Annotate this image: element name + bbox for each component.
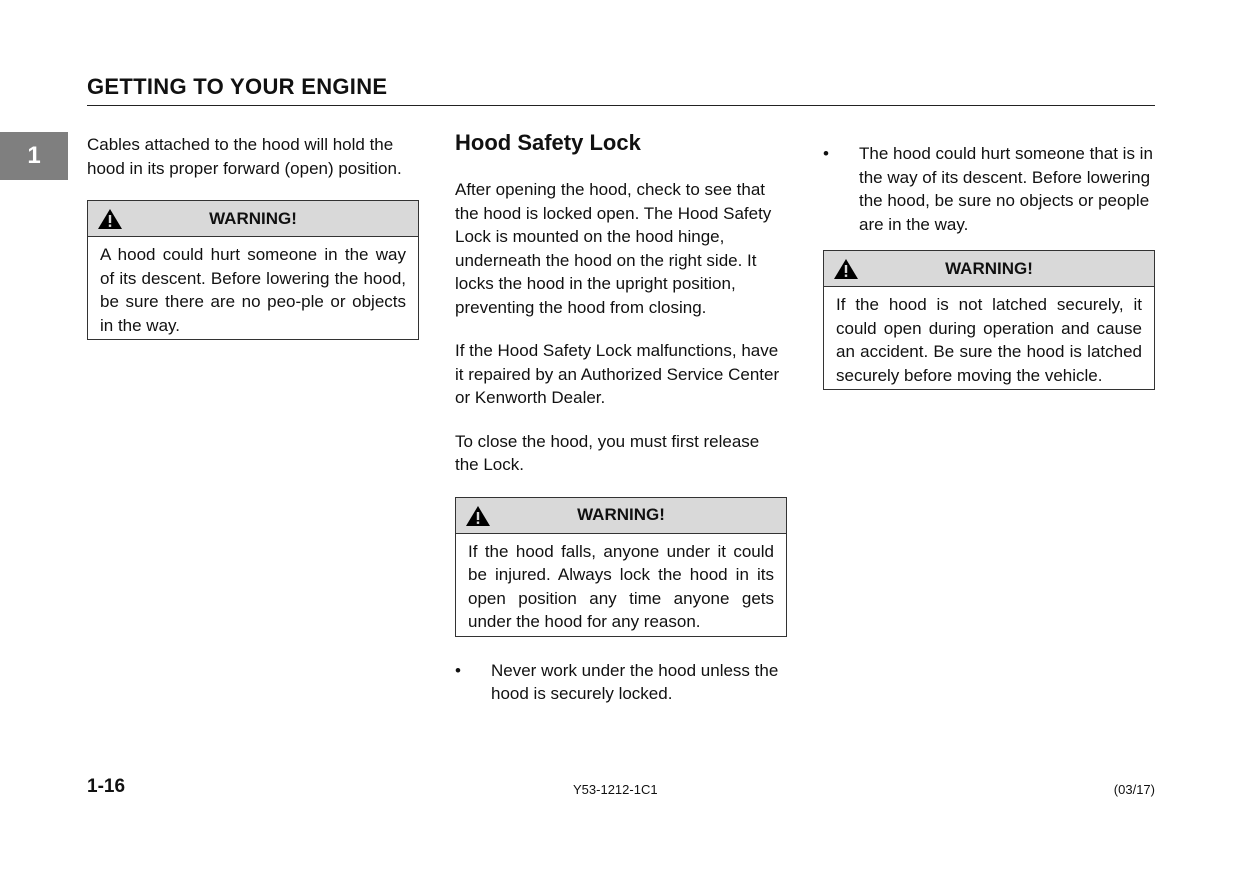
warning-triangle-icon	[833, 258, 859, 280]
bullet-item	[823, 142, 1155, 236]
header-rule	[87, 105, 1155, 106]
warning-header	[824, 251, 1154, 287]
warning-box	[455, 497, 787, 637]
revision-date: (03/17)	[1113, 782, 1155, 797]
intro-paragraph: Cables attached to the hood will hold the hood in its proper forward (open) position.	[87, 135, 402, 178]
bullet-icon: •	[455, 660, 461, 680]
warning-text: If the hood falls, anyone under it could be injured. Always lock the hood in its open position any time anyone gets under the hood for any reason.	[468, 541, 774, 631]
paragraph: After opening the hood, check to see that the hood is locked open. The Hood Safety Lock is mounted on the hood hinge, underneath the hood on the right side. It locks the hood in the upright position, preventing the hood from closing.	[455, 180, 772, 317]
warning-text: If the hood is not latched securely, it could open during operation and cause an accident. Be sure the hood is latched securely before moving the vehicle.	[836, 295, 1142, 385]
bullet-item	[455, 659, 787, 706]
warning-box	[823, 250, 1155, 390]
warning-header	[88, 201, 418, 237]
column-3	[823, 142, 1155, 412]
warning-box	[87, 200, 419, 340]
warning-text: A hood could hurt someone in the way of its descent. Before lowering the hood, be sure there are no peo-ple or objects in the way.	[100, 245, 406, 335]
bullet-text: The hood could hurt someone that is in the way of its descent. Before lowering the hood, be sure no objects or people are in the way.	[859, 144, 1153, 234]
warning-triangle-icon	[465, 505, 491, 527]
section-heading: Hood Safety Lock	[455, 130, 641, 155]
bullet-icon: •	[823, 144, 829, 163]
warning-label: WARNING!	[577, 505, 665, 525]
column-2	[455, 130, 787, 706]
paragraph: If the Hood Safety Lock malfunctions, have it repaired by an Authorized Service Center or Kenworth Dealer.	[455, 341, 780, 407]
bullet-text: Never work under the hood unless the hood is securely locked.	[491, 660, 779, 703]
page-number: 1-16	[87, 776, 126, 797]
page-title: GETTING TO YOUR ENGINE	[87, 74, 388, 99]
warning-triangle-icon	[97, 208, 123, 230]
paragraph: To close the hood, you must first release the Lock.	[455, 431, 760, 474]
document-id: Y53-1212-1C1	[573, 782, 658, 797]
column-1	[87, 133, 419, 362]
warning-header	[456, 498, 786, 534]
chapter-tab: 1	[0, 132, 68, 180]
warning-label: WARNING!	[209, 208, 297, 228]
warning-label: WARNING!	[945, 258, 1033, 278]
